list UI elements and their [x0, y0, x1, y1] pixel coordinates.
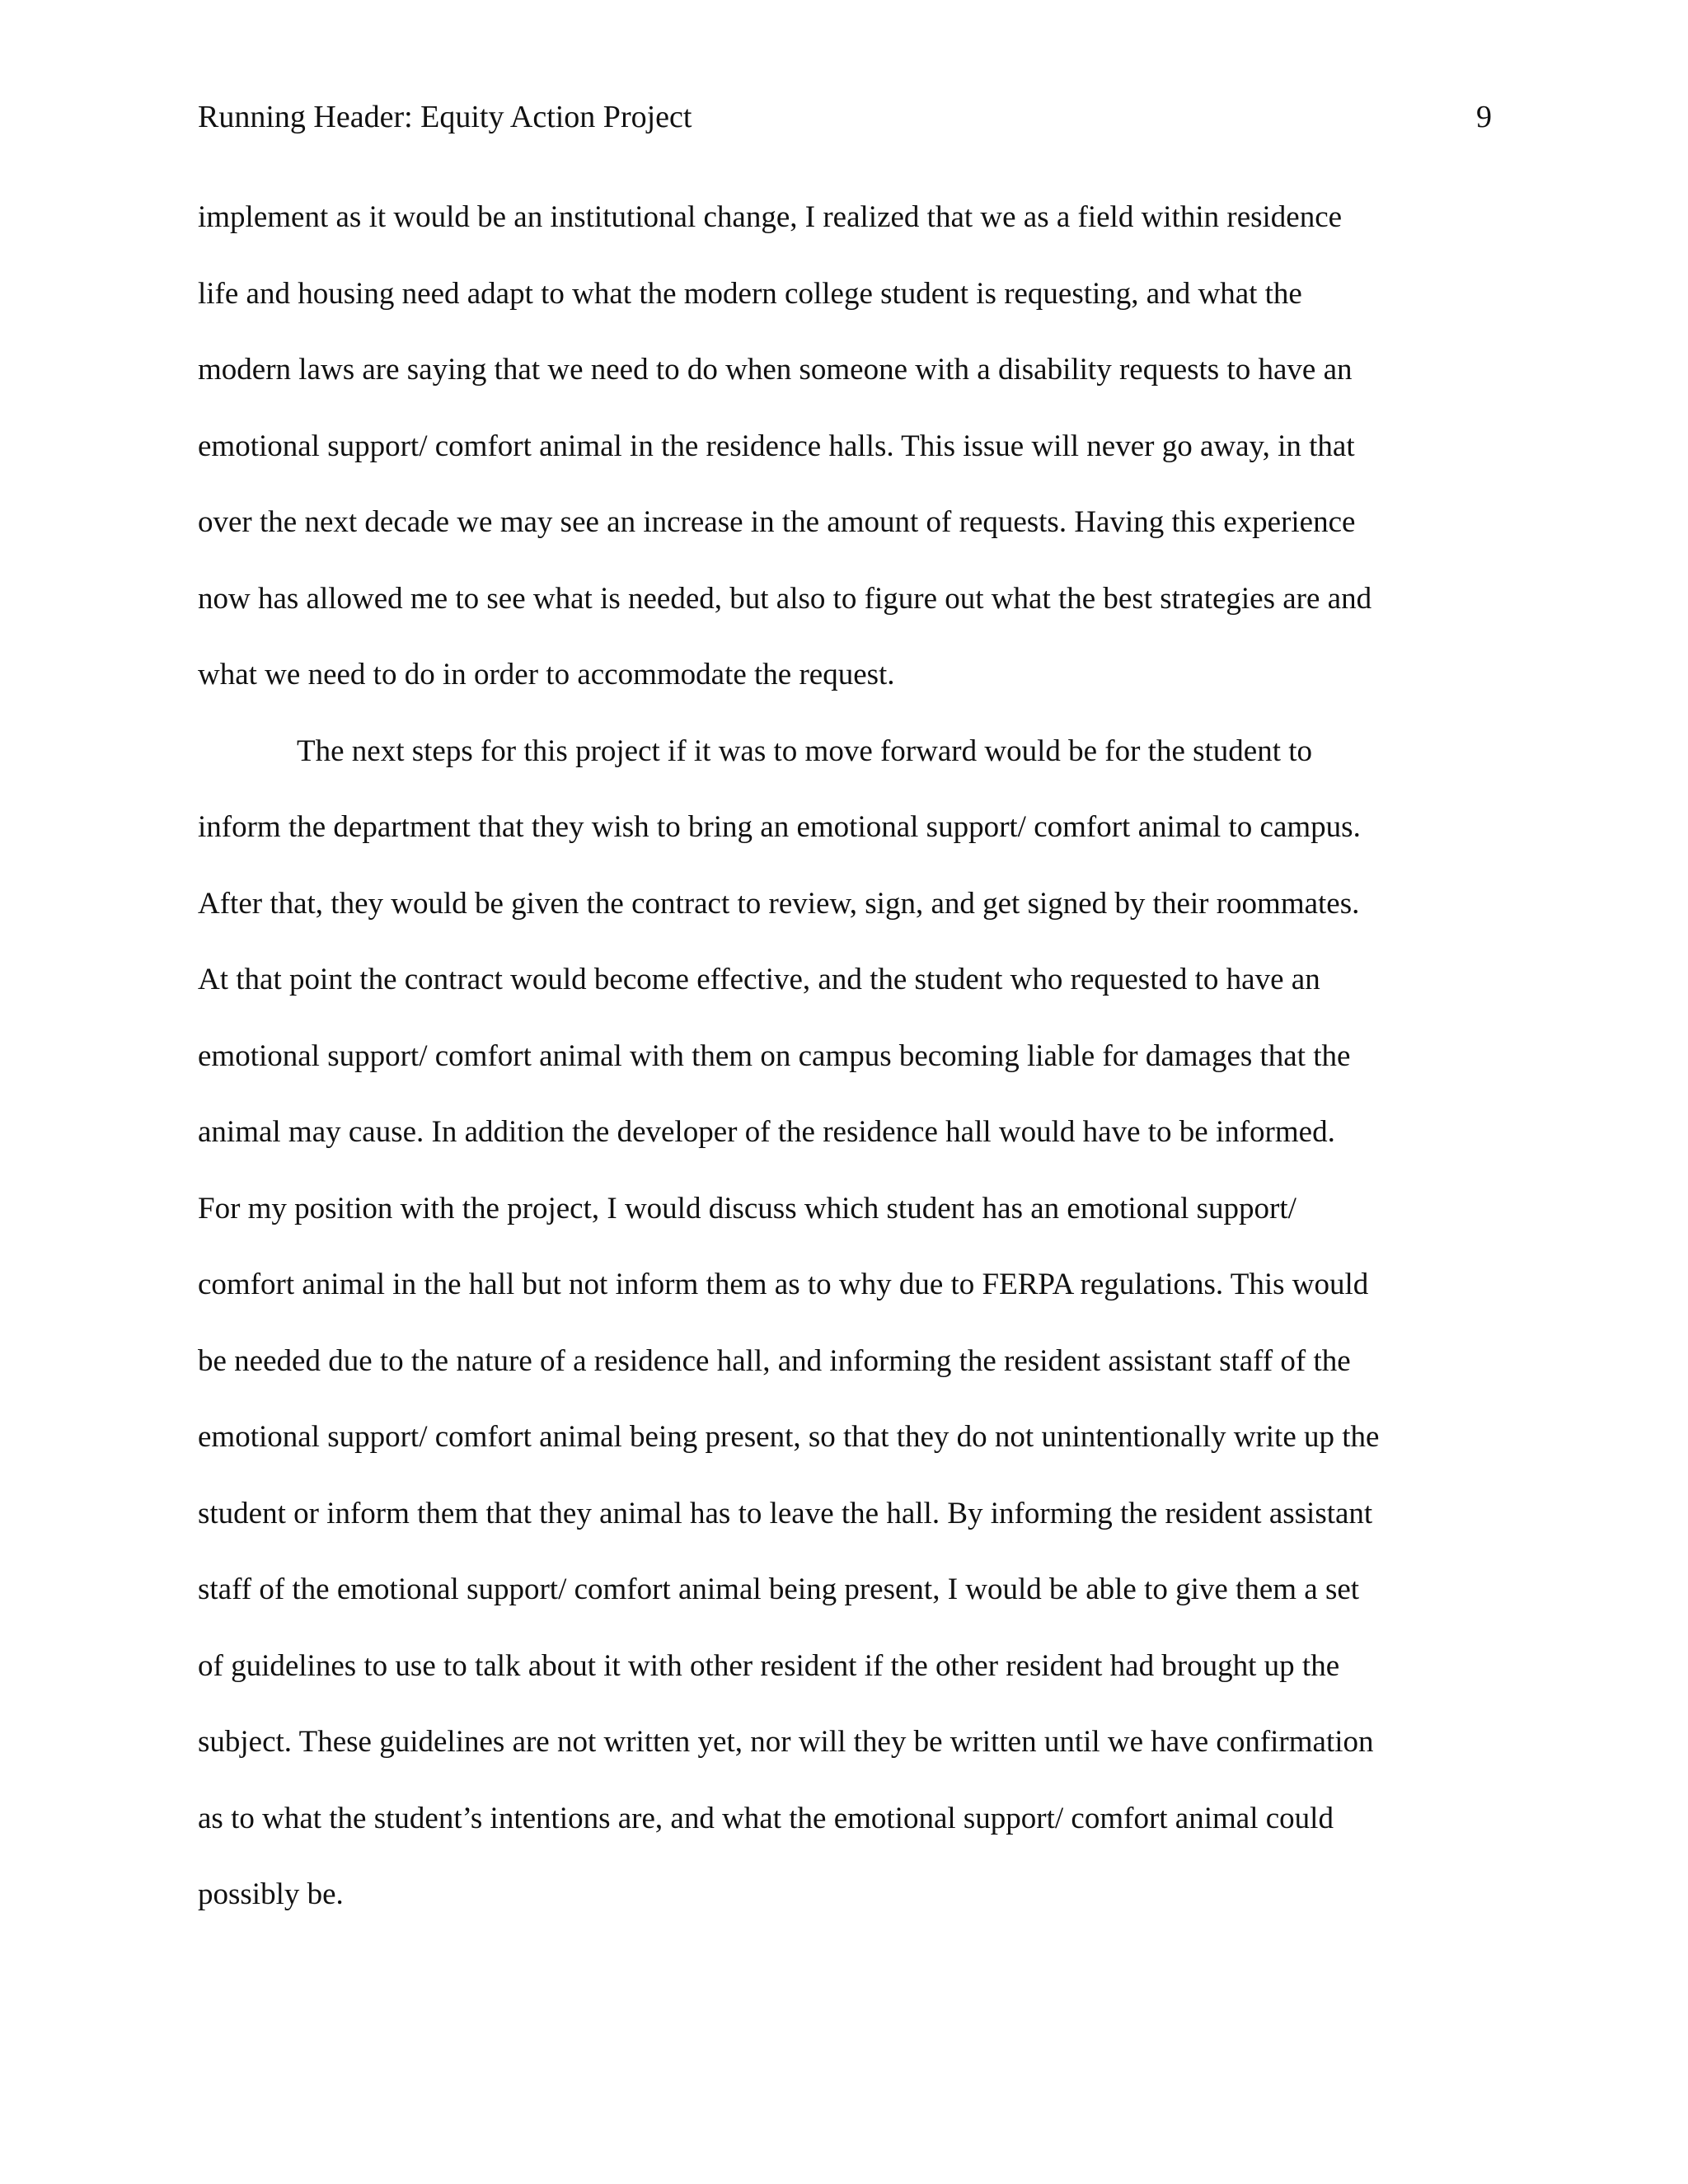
paragraph-line: After that, they would be given the contract to review, sign, and get signed by their roommates.: [198, 886, 1360, 921]
paragraph-line: inform the department that they wish to bring an emotional support/ comfort animal to campus.: [198, 810, 1361, 844]
paragraph-line: of guidelines to use to talk about it with other resident if the other resident had brought up the: [198, 1648, 1340, 1683]
paragraph-line: over the next decade we may see an increase in the amount of requests. Having this experience: [198, 505, 1356, 539]
paragraph-line: now has allowed me to see what is needed, but also to figure out what the best strategies are and: [198, 581, 1372, 616]
paragraph-2: [198, 714, 1492, 1933]
paragraph-line: comfort animal in the hall but not inform them as to why due to FERPA regulations. This would: [198, 1268, 1369, 1301]
paragraph-line: subject. These guidelines are not written yet, nor will they be written until we have confirmation: [198, 1725, 1374, 1759]
paragraph-line: emotional support/ comfort animal with them on campus becoming liable for damages that the: [198, 1038, 1351, 1073]
paragraph-line: The next steps for this project if it was to move forward would be for the student to: [297, 733, 1313, 768]
paragraph-1: [198, 180, 1492, 714]
paragraph-line: implement as it would be an institutional change, I realized that we as a field within residence: [198, 200, 1343, 234]
paragraph-line: be needed due to the nature of a residence hall, and informing the resident assistant staff of the: [198, 1343, 1351, 1378]
header-title: Running Header: Equity Action Project: [198, 100, 692, 134]
body-text: [198, 180, 1492, 1933]
paragraph-line: modern laws are saying that we need to do when someone with a disability requests to have an: [198, 353, 1353, 387]
paragraph-line: possibly be.: [198, 1877, 344, 1911]
paragraph-line: At that point the contract would become effective, and the student who requested to have an: [198, 963, 1320, 996]
paragraph-line: emotional support/ comfort animal in the residence halls. This issue will never go away, in that: [198, 429, 1355, 463]
paragraph-line: emotional support/ comfort animal being present, so that they do not unintentionally write up the: [198, 1420, 1380, 1454]
page-number: 9: [1476, 100, 1492, 134]
paragraph-line: staff of the emotional support/ comfort animal being present, I would be able to give them a set: [198, 1572, 1360, 1606]
running-header: [198, 92, 1492, 142]
paragraph-line: as to what the student’s intentions are, and what the emotional support/ comfort animal could: [198, 1801, 1334, 1835]
paragraph-line: life and housing need adapt to what the modern college student is requesting, and what the: [198, 276, 1302, 311]
paragraph-line: animal may cause. In addition the developer of the residence hall would have to be informed.: [198, 1115, 1335, 1149]
paragraph-line: For my position with the project, I would discuss which student has an emotional support/: [198, 1191, 1296, 1226]
paragraph-line: student or inform them that they animal has to leave the hall. By informing the resident assistant: [198, 1496, 1373, 1530]
paragraph-line: what we need to do in order to accommodate the request.: [198, 658, 895, 691]
